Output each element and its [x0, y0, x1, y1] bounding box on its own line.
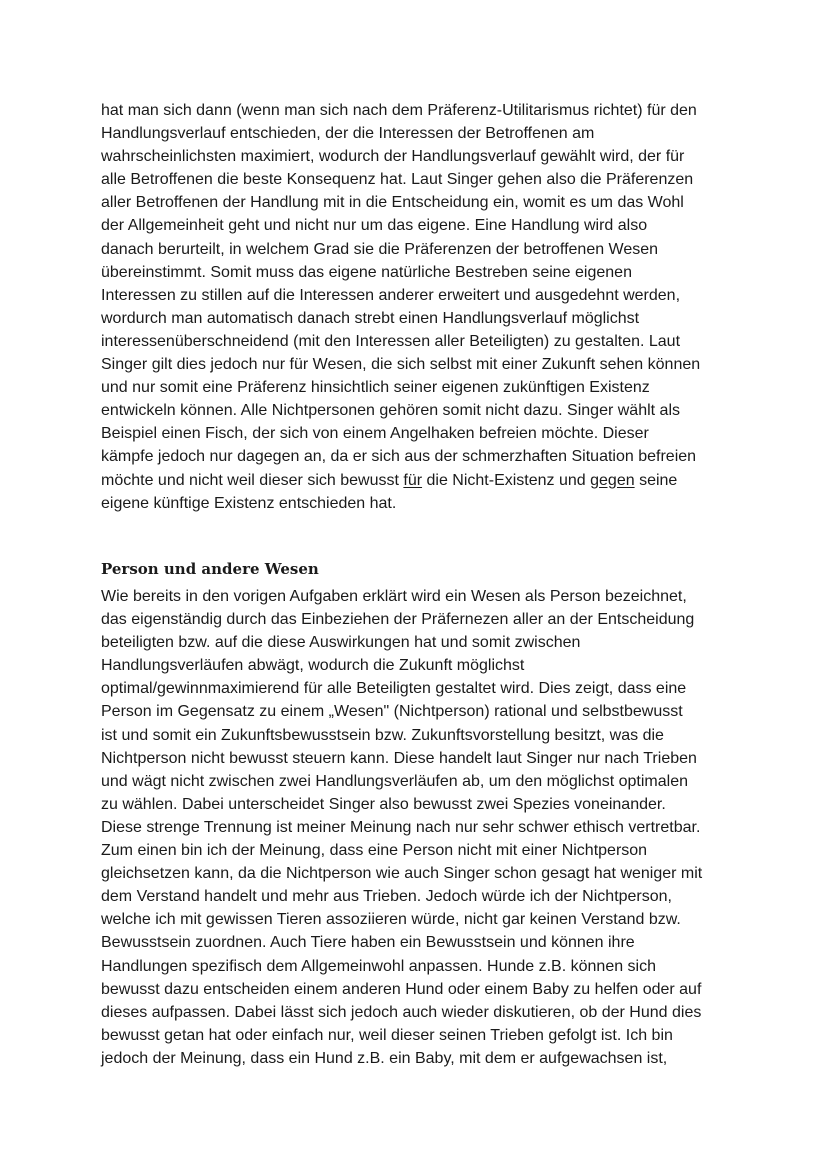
text-line: alle Betroffenen die beste Konsequenz hat. Laut Singer gehen also die Präferenzen — [101, 171, 694, 189]
text-segment: seine — [634, 471, 678, 489]
text-line: Diese strenge Trennung ist meiner Meinung nach nur sehr schwer ethisch vertretbar. — [101, 818, 701, 836]
text-segment: die Nicht-Existenz und — [422, 471, 591, 489]
section-heading: Person und andere Wesen — [101, 560, 319, 578]
text-line: und wägt nicht zwischen zwei Handlungsverläufen ab, um den möglichst optimalen — [101, 772, 688, 790]
text-line: hat man sich dann (wenn man sich nach dem Präferenz-Utilitarismus richtet) für den — [101, 102, 697, 119]
text-line: interessenüberschneidend (mit den Interessen aller Beteiligten) zu gestalten. Laut — [101, 332, 681, 350]
text-line: Zum einen bin ich der Meinung, dass eine Person nicht mit einer Nichtperson — [101, 842, 648, 860]
text-line: bewusst getan hat oder einfach nur, weil dieser seinen Trieben gefolgt ist. Ich bin — [101, 1026, 673, 1044]
text-line: Interessen zu stillen auf die Interessen anderer erweitert und ausgedehnt werden, — [101, 286, 681, 304]
underlined-word: für — [403, 471, 423, 489]
text-line: welche ich mit gewissen Tieren assoziieren würde, nicht gar keinen Verstand bzw. — [101, 911, 681, 929]
text-line: der Allgemeinheit geht und nicht nur um das eigene. Eine Handlung wird also — [101, 217, 648, 235]
text-line: Handlungsverläufen abwägt, wodurch die Zukunft möglichst — [101, 657, 525, 675]
paragraph-2 — [101, 585, 741, 1070]
text-line: und nur somit eine Präferenz hinsichtlich seiner eigenen zukünftigen Existenz — [101, 379, 650, 397]
text-line: aller Betroffenen der Handlung mit in die Entscheidung ein, womit es um das Wohl — [101, 194, 684, 212]
text-line: danach berurteilt, in welchem Grad sie die Präferenzen der betroffenen Wesen — [101, 240, 659, 258]
text-line: gleichsetzen kann, da die Nichtperson wie auch Singer schon gesagt hat weniger mit — [101, 865, 703, 883]
text-line: wahrscheinlichsten maximiert, wodurch der Handlungsverlauf gewählt wird, der für — [101, 148, 685, 166]
text-line: Beispiel einen Fisch, der sich von einem Angelhaken befreien möchte. Dieser — [101, 425, 649, 443]
text-line: übereinstimmt. Somit muss das eigene natürliche Bestreben seine eigenen — [101, 263, 632, 281]
text-line — [101, 469, 741, 492]
text-segment: möchte und nicht weil dieser sich bewusst — [101, 471, 404, 489]
text-line: bewusst dazu entscheiden einem anderen Hund oder einem Baby zu helfen oder auf — [101, 980, 702, 998]
text-line: dieses aufpassen. Dabei lässt sich jedoch auch wieder diskutieren, ob der Hund dies — [101, 1003, 702, 1021]
text-line: Person im Gegensatz zu einem „Wesen" (Nichtperson) rational und selbstbewusst — [101, 703, 683, 721]
text-line: wordurch man automatisch danach strebt einen Handlungsverlauf möglichst — [101, 309, 640, 327]
text-line: entwickeln können. Alle Nichtpersonen gehören somit nicht dazu. Singer wählt als — [101, 402, 680, 420]
text-line: Singer gilt dies jedoch nur für Wesen, die sich selbst mit einer Zukunft sehen können — [101, 356, 701, 374]
text-line: Nichtperson nicht bewusst steuern kann. Diese handelt laut Singer nur nach Trieben — [101, 749, 697, 767]
text-line: Handlungen spezifisch dem Allgemeinwohl anpassen. Hunde z.B. können sich — [101, 957, 657, 975]
text-line: zu wählen. Dabei unterscheidet Singer also bewusst zwei Spezies voneinander. — [101, 795, 666, 813]
text-line: Bewusstsein zuordnen. Auch Tiere haben ein Bewusstsein und können ihre — [101, 934, 635, 952]
text-line: eigene künftige Existenz entschieden hat. — [101, 494, 397, 512]
text-line: Handlungsverlauf entschieden, der die Interessen der Betroffenen am — [101, 125, 595, 143]
paragraph-1 — [101, 99, 741, 515]
text-line: beteiligten bzw. auf die diese Auswirkungen hat und somit zwischen — [101, 634, 581, 652]
text-line: kämpfe jedoch nur dagegen an, da er sich aus der schmerzhaften Situation befreien — [101, 448, 697, 466]
text-line: ist und somit ein Zukunftsbewusstsein bzw. Zukunftsvorstellung besitzt, was die — [101, 726, 664, 744]
underlined-word: gegen — [590, 471, 635, 489]
text-line: dem Verstand handelt und mehr aus Trieben. Jedoch würde ich der Nichtperson, — [101, 888, 672, 906]
text-line: das eigenständig durch das Einbeziehen der Präfernezen aller an der Entscheidung — [101, 611, 695, 629]
text-line: Wie bereits in den vorigen Aufgaben erklärt wird ein Wesen als Person bezeichnet, — [101, 588, 687, 605]
text-line: jedoch der Meinung, dass ein Hund z.B. ein Baby, mit dem er aufgewachsen ist, — [101, 1049, 668, 1067]
text-line: optimal/gewinnmaximierend für alle Beteiligten gestaltet wird. Dies zeigt, dass eine — [101, 680, 687, 698]
